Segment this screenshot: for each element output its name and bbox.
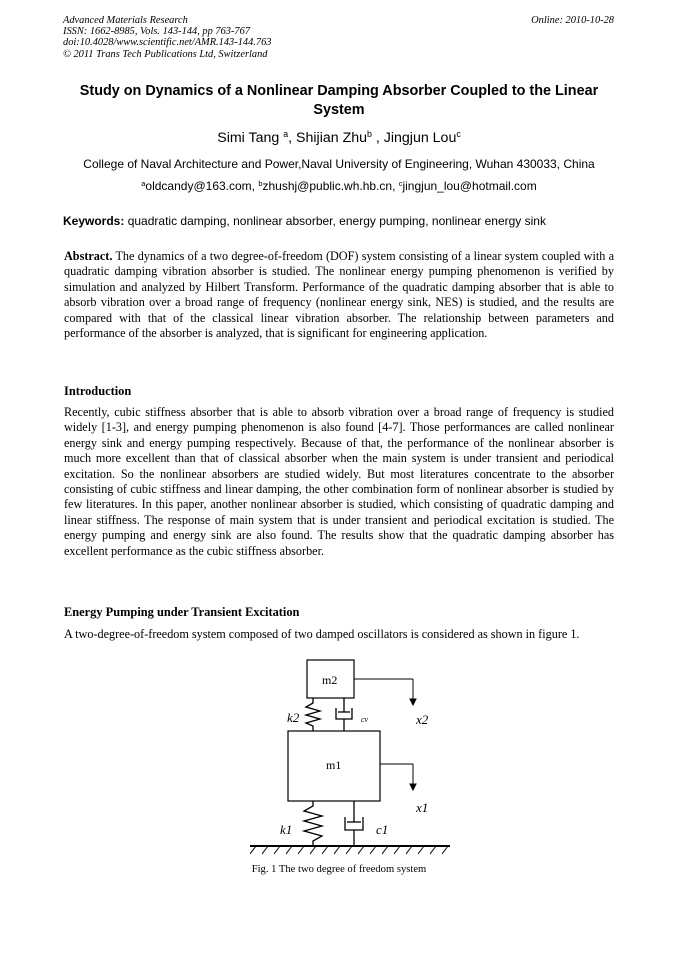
figure-1 bbox=[250, 656, 450, 862]
author-name: Jingjun Lou bbox=[383, 130, 457, 146]
journal-name: Advanced Materials Research bbox=[63, 15, 188, 26]
abstract-text: The dynamics of a two degree-of-freedom (DOF) system consisting of a linear system coupled with a quadratic damping vibration absorber is studied. The nonlinear energy pumping phenomenon is verified by simulation and analyzed by Hilbert Transform. Performance of the quadratic damping absorber that is able to absorb vibration over a broad range of frequency (nonlinear energy sink, NES) is studied, and the results are compared with that of the classical linear vibration absorber. The relationship between parameters and performance of the absorber is analyzed, that is significant for engineering application. bbox=[64, 249, 614, 341]
copyright: © 2011 Trans Tech Publications Ltd, Switzerland bbox=[63, 48, 268, 60]
spring-k1 bbox=[304, 801, 322, 846]
email-address[interactable]: jingjun_lou@hotmail.com bbox=[402, 179, 537, 193]
displacement-x1-arrow bbox=[380, 764, 416, 790]
email-address[interactable]: oldcandy@163.com bbox=[145, 179, 252, 193]
online-date: Online: 2010-10-28 bbox=[531, 15, 614, 26]
label-cv: cv bbox=[361, 715, 369, 724]
spring-k2 bbox=[306, 698, 320, 731]
author-affil-mark: b bbox=[367, 129, 372, 140]
affiliation: College of Naval Architecture and Power,Naval University of Engineering, Wuhan 430033, China bbox=[83, 157, 595, 171]
section-heading: Energy Pumping under Transient Excitation bbox=[64, 605, 300, 619]
author-affil-mark: c bbox=[456, 129, 461, 140]
displacement-x2-arrow bbox=[354, 679, 416, 705]
label-k1: k1 bbox=[280, 822, 293, 837]
keywords-label: Keywords: bbox=[63, 214, 125, 228]
doi: doi:10.4028/www.scientific.net/AMR.143-144.763 bbox=[63, 37, 272, 49]
ground-hatch bbox=[250, 846, 448, 854]
two-dof-diagram bbox=[250, 656, 450, 862]
figure-caption: Fig. 1 The two degree of freedom system bbox=[251, 864, 427, 875]
label-c1: c1 bbox=[376, 822, 389, 837]
label-m2: m2 bbox=[322, 673, 338, 687]
abstract bbox=[64, 249, 614, 341]
author-list: Simi Tang $^a$, Shijian Zhu$^b$ , Jingjun Lou$^c$ bbox=[217, 129, 461, 146]
journal-header bbox=[63, 15, 271, 60]
label-x1: x1 bbox=[416, 800, 429, 815]
damper-cv bbox=[336, 698, 352, 731]
paper-title: Study on Dynamics of a Nonlinear Damping Absorber Coupled to the Linear System bbox=[79, 83, 599, 118]
issn: ISSN: 1662-8985, Vols. 143-144, pp 763-767 bbox=[63, 26, 251, 38]
author-name: Simi Tang bbox=[217, 130, 280, 146]
damper-c1 bbox=[345, 801, 363, 846]
email-address[interactable]: zhushj@public.wh.hb.cn bbox=[262, 179, 393, 193]
author-name: Shijian Zhu bbox=[296, 130, 368, 146]
label-m1: m1 bbox=[326, 758, 342, 772]
introduction-text: Recently, cubic stiffness absorber that is able to absorb vibration over a broad range of frequency is studied widely [1-3], and energy pumping phenomenon is also found [4-7]. Those performances are called nonlinear energy sink and energy pumping respectively. Because of that, the performance of the nonlinear absorber is much more excellent than that of classical absorber when the main system is under transient and periodical excitation. So the nonlinear absorbers are studied widely. But most literatures concentrate to the absorber consisting of cubic stiffness and linear damping, the other combination form of nonlinear absorber is studied by few literatures. In this paper, another nonlinear absorber is studied, which consisting of quadratic damping and linear stiffness. The response of main system that is under transient and periodical excitation is studied. The energy pumping and energy sink are also found. The results show that the quadratic damping absorber has excellent performance as the cubic stiffness absorber. bbox=[64, 405, 614, 558]
email-mark: c bbox=[398, 178, 403, 188]
label-k2: k2 bbox=[287, 710, 300, 725]
abstract-label: Abstract. bbox=[64, 249, 113, 263]
keywords bbox=[63, 214, 615, 229]
introduction-heading: Introduction bbox=[64, 384, 132, 398]
label-x2: x2 bbox=[416, 712, 429, 727]
section-text: A two-degree-of-freedom system composed of two damped oscillators is considered as shown in figure 1. bbox=[64, 627, 580, 641]
email-list: $^a$oldcandy@163.com, $^b$zhushj@public.wh.hb.cn, $^c$jingjun_lou@hotmail.com bbox=[141, 178, 537, 193]
keywords-text: quadratic damping, nonlinear absorber, energy pumping, nonlinear energy sink bbox=[127, 214, 546, 228]
email-mark: a bbox=[141, 178, 146, 188]
author-affil-mark: a bbox=[283, 129, 289, 140]
email-mark: b bbox=[258, 178, 263, 188]
